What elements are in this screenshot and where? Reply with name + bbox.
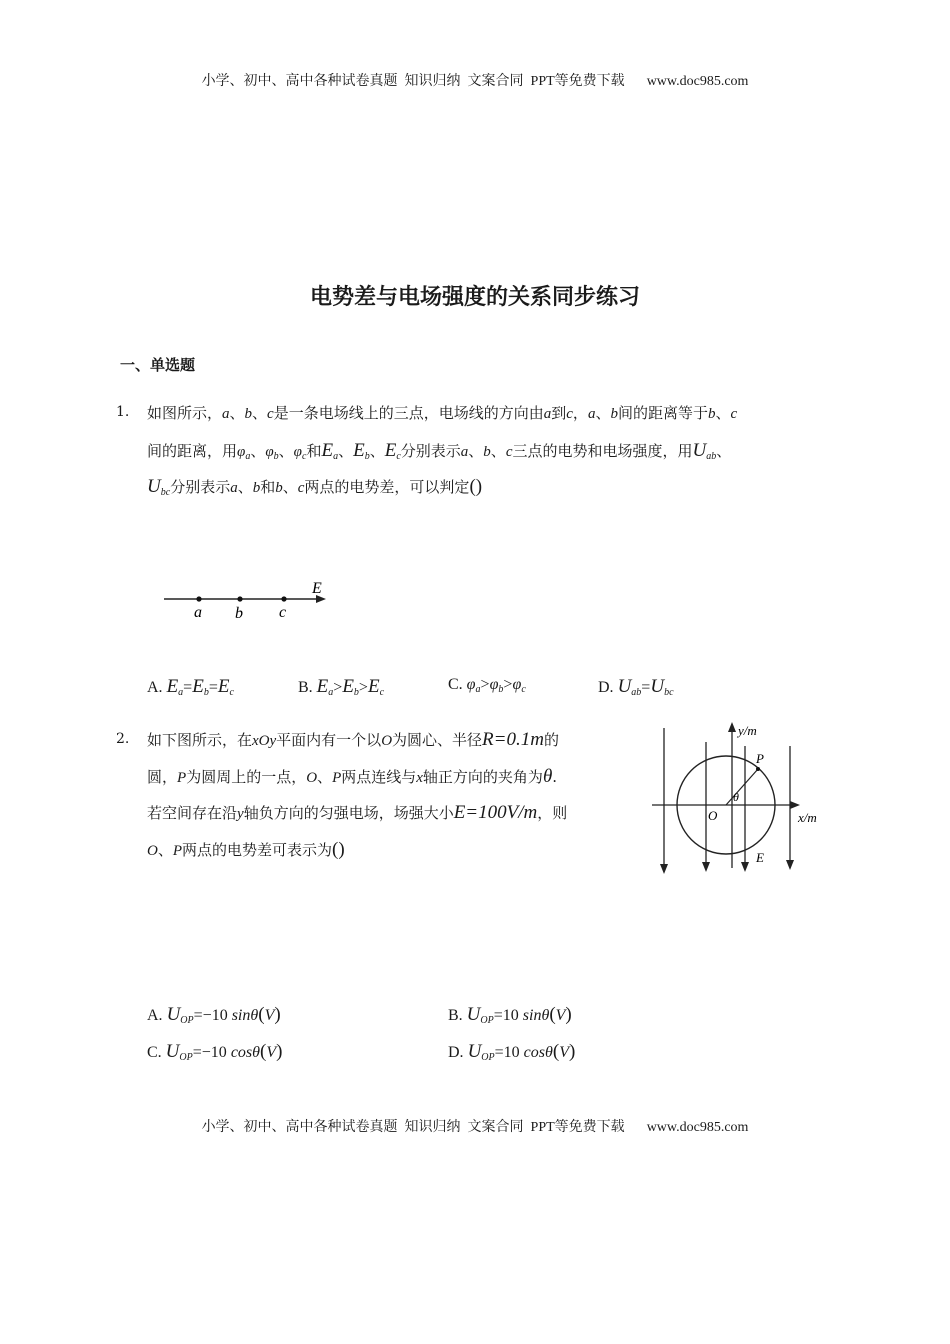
q1-phi: φ [293,444,302,460]
q1-text: 如图所示， [147,404,223,422]
q1-sub: ab [706,451,717,462]
question-2-line-2 [147,766,557,788]
question-2-line-4 [147,839,345,861]
q1-paren: () [469,476,483,497]
q2-var: y [237,806,244,822]
header-text: 小学、初中、高中各种试卷真题 知识归纳 文案合同 PPT等免费下载 [201,74,625,89]
point-c [281,596,286,601]
point-a [196,596,201,601]
q1-var-c: c [566,406,573,422]
q1-phi: φ [237,444,246,460]
q2-text: 为圆心、半径 [392,731,483,749]
footer-text: 小学、初中、高中各种试卷真题 知识归纳 文案合同 PPT等免费下载 [201,1120,625,1135]
q2-paren: () [332,839,345,860]
q2-var: x [416,770,423,786]
q2-U: U [466,1004,481,1025]
q1-var-a: a [460,444,469,460]
q1-sub: bc [160,487,171,498]
q2-text: 为圆周上的一点， [186,768,307,786]
q2-var: P [172,843,183,859]
arrow-up-icon [728,722,736,732]
q1-var-a: a [230,480,238,496]
q2-sep: 、 [317,768,333,786]
q1-text: 和 [260,478,276,496]
question-2-line-3 [147,802,567,824]
q1-sub: a [333,451,339,462]
q2-var: θ [542,766,553,787]
arrow-down-icon [786,860,794,870]
q1-var-c: c [730,406,738,422]
label-O: O [708,808,718,823]
question-1-line-2 [147,440,731,462]
q1-sep: 、 [490,442,506,460]
q2-var: V/m [506,802,538,823]
q2-eq: = [494,1044,504,1061]
q1-sep: 、 [237,478,253,496]
option-label: D. [598,679,614,696]
arrow-down-icon [702,862,710,872]
q1-text: 间的距离等于 [617,404,708,422]
arrow-right-icon [790,801,800,809]
q2-eq: = [193,1007,203,1024]
q2-option-c[interactable]: C. $U_{OP}=-10$ cosθ(V) [147,1041,283,1063]
q1-field-line-diagram [160,578,340,624]
option-label: D. [448,1044,464,1061]
q1-var-c: c [505,444,513,460]
option-unit: V [555,1007,566,1024]
q1-sep: 、 [595,404,611,422]
option-value: −10 [202,1007,228,1024]
q1-sep: 、 [252,404,268,422]
x-axis-label: x/m [798,810,817,825]
q1-E: E [321,440,334,461]
q2-U: U [165,1041,180,1062]
q2-U: U [467,1041,482,1062]
q2-option-d[interactable]: D. $U_{OP}=10$ cosθ(V) [448,1041,576,1063]
q1-text: 分别表示 [400,442,461,460]
q2-var: m [530,729,544,750]
q2-text: 轴正方向的夹角为 [422,768,543,786]
q1-sep: 、 [468,442,484,460]
q1-sep: 、 [716,442,732,460]
q1-option-d[interactable]: D. $U_{ab}=U_{bc}$ [598,676,674,698]
q1-sub: c [301,451,307,462]
q1-var-a: a [222,406,230,422]
q1-E: E [384,440,397,461]
section-heading: 一、单选题 [120,356,196,374]
q2-text: 平面内有一个以 [276,731,382,749]
q1-sep: 、 [369,442,385,460]
q1-var-b: b [244,406,253,422]
q1-text: ， [572,404,588,422]
q1-text: 两点的电势差，可以判定 [304,478,470,496]
radius-OP [726,769,758,805]
q2-text: 两点连线与 [341,768,417,786]
q1-var-b: b [275,480,283,496]
option-fn: cosθ [523,1044,553,1061]
question-1-line-1 [147,402,737,423]
option-unit: V [266,1044,277,1061]
q1-sep: 、 [338,442,354,460]
q1-U: U [692,440,707,461]
q1-sep: 、 [229,404,245,422]
q1-option-c[interactable]: C. $\varphi_a>\varphi_b>\varphi_c$ [448,676,526,695]
q1-text: 三点的电势和电场强度，用 [512,442,693,460]
q1-sep: 、 [250,442,266,460]
point-P [756,767,760,771]
option-label: A. [147,679,163,696]
q2-sub: OP [180,1015,194,1026]
option-unit: V [559,1044,569,1061]
q2-var: O [147,843,158,859]
q2-text: 轴负方向的匀强电场，场强大小 [243,804,454,822]
label-E: E [756,850,764,865]
q2-text: . [552,768,558,786]
option-label: B. [448,1007,463,1024]
q2-text: ，则 [537,804,568,822]
q1-text: 分别表示 [170,478,231,496]
q2-eq: = [493,1007,503,1024]
q1-var-c: c [297,480,305,496]
q1-text: 和 [306,442,322,460]
option-value: 10 [502,1007,519,1024]
question-1-number: 1. [116,404,130,420]
q2-text: 圆， [147,768,178,786]
point-b [237,596,242,601]
label-c: c [279,604,287,621]
option-value: −10 [201,1044,227,1061]
page-header [0,70,950,90]
label-P: P [756,751,764,766]
q1-var-c: c [267,406,274,422]
q1-sub: b [364,451,370,462]
q1-var-b: b [483,444,491,460]
q2-U: U [166,1004,181,1025]
q1-text: 间的距离，用 [147,442,238,460]
question-2-line-1 [147,729,559,751]
q1-phi: φ [265,444,274,460]
q1-sep: 、 [715,404,731,422]
q2-var: P [332,770,342,786]
q1-var-b: b [610,406,618,422]
q2-text: 两点的电势差可表示为 [182,841,333,859]
option-label: B. [298,679,313,696]
option-fn: cosθ [230,1044,260,1061]
arrow-down-icon [741,862,749,872]
q1-text: 是一条电场线上的三点，电场线的方向由 [273,404,544,422]
q1-sub: b [273,451,279,462]
q2-var: R=0.1 [482,729,531,750]
option-unit: V [264,1007,275,1024]
question-1-line-3 [147,476,482,498]
q2-var: O [306,770,318,786]
q2-text: 如下图所示，在 [147,731,253,749]
option-fn: sinθ [231,1007,259,1024]
q1-E: E [353,440,365,461]
header-site: www.doc985.com [646,74,749,89]
q2-eq: = [192,1044,202,1061]
q1-text: 到 [551,404,567,422]
q2-text: 若空间存在沿 [147,804,238,822]
option-label: C. [147,1044,162,1061]
q1-option-b[interactable]: B. $E_a>E_b>E_c$ [298,676,385,698]
q2-option-a[interactable]: A. $U_{OP}=-10$ sinθ(V) [147,1004,281,1026]
q1-sep: 、 [278,442,294,460]
q1-sep: 、 [282,478,298,496]
q1-sub: c [396,451,401,462]
option-fn: sinθ [522,1007,550,1024]
q2-text: 、 [157,841,173,859]
q1-U: U [147,476,161,497]
option-label: A. [147,1007,163,1024]
q1-var-a: a [587,406,596,422]
q1-sub: a [245,451,251,462]
page-title: 电势差与电场强度的关系同步练习 [309,285,640,310]
y-axis-label: y/m [738,723,757,738]
q2-option-b[interactable]: B. $U_{OP}=10$ sinθ(V) [448,1004,572,1026]
q2-text: 的 [543,731,559,749]
arrow-down-icon [660,864,668,874]
q1-var-a: a [543,406,552,422]
label-a: a [194,604,202,621]
label-b: b [235,605,243,622]
q2-var: O [381,733,393,749]
option-label: C. [448,676,463,693]
q2-circle-field-diagram [648,718,828,880]
q1-option-a[interactable]: A. $E_a=E_b=E_c$ [147,676,234,698]
q1-var-b: b [252,480,261,496]
q2-var: P [177,770,187,786]
label-E: E [312,580,322,597]
q1-var-b: b [707,406,716,422]
q2-sub: OP [179,1052,193,1063]
page-footer [0,1116,950,1136]
q2-sub: OP [481,1052,495,1063]
q2-sub: OP [480,1015,494,1026]
q2-var: E=100 [453,802,507,823]
q2-var: xOy [252,733,277,749]
question-2-number: 2. [116,731,130,747]
footer-site: www.doc985.com [646,1120,749,1135]
label-theta: θ [733,790,739,804]
option-value: 10 [503,1044,520,1061]
